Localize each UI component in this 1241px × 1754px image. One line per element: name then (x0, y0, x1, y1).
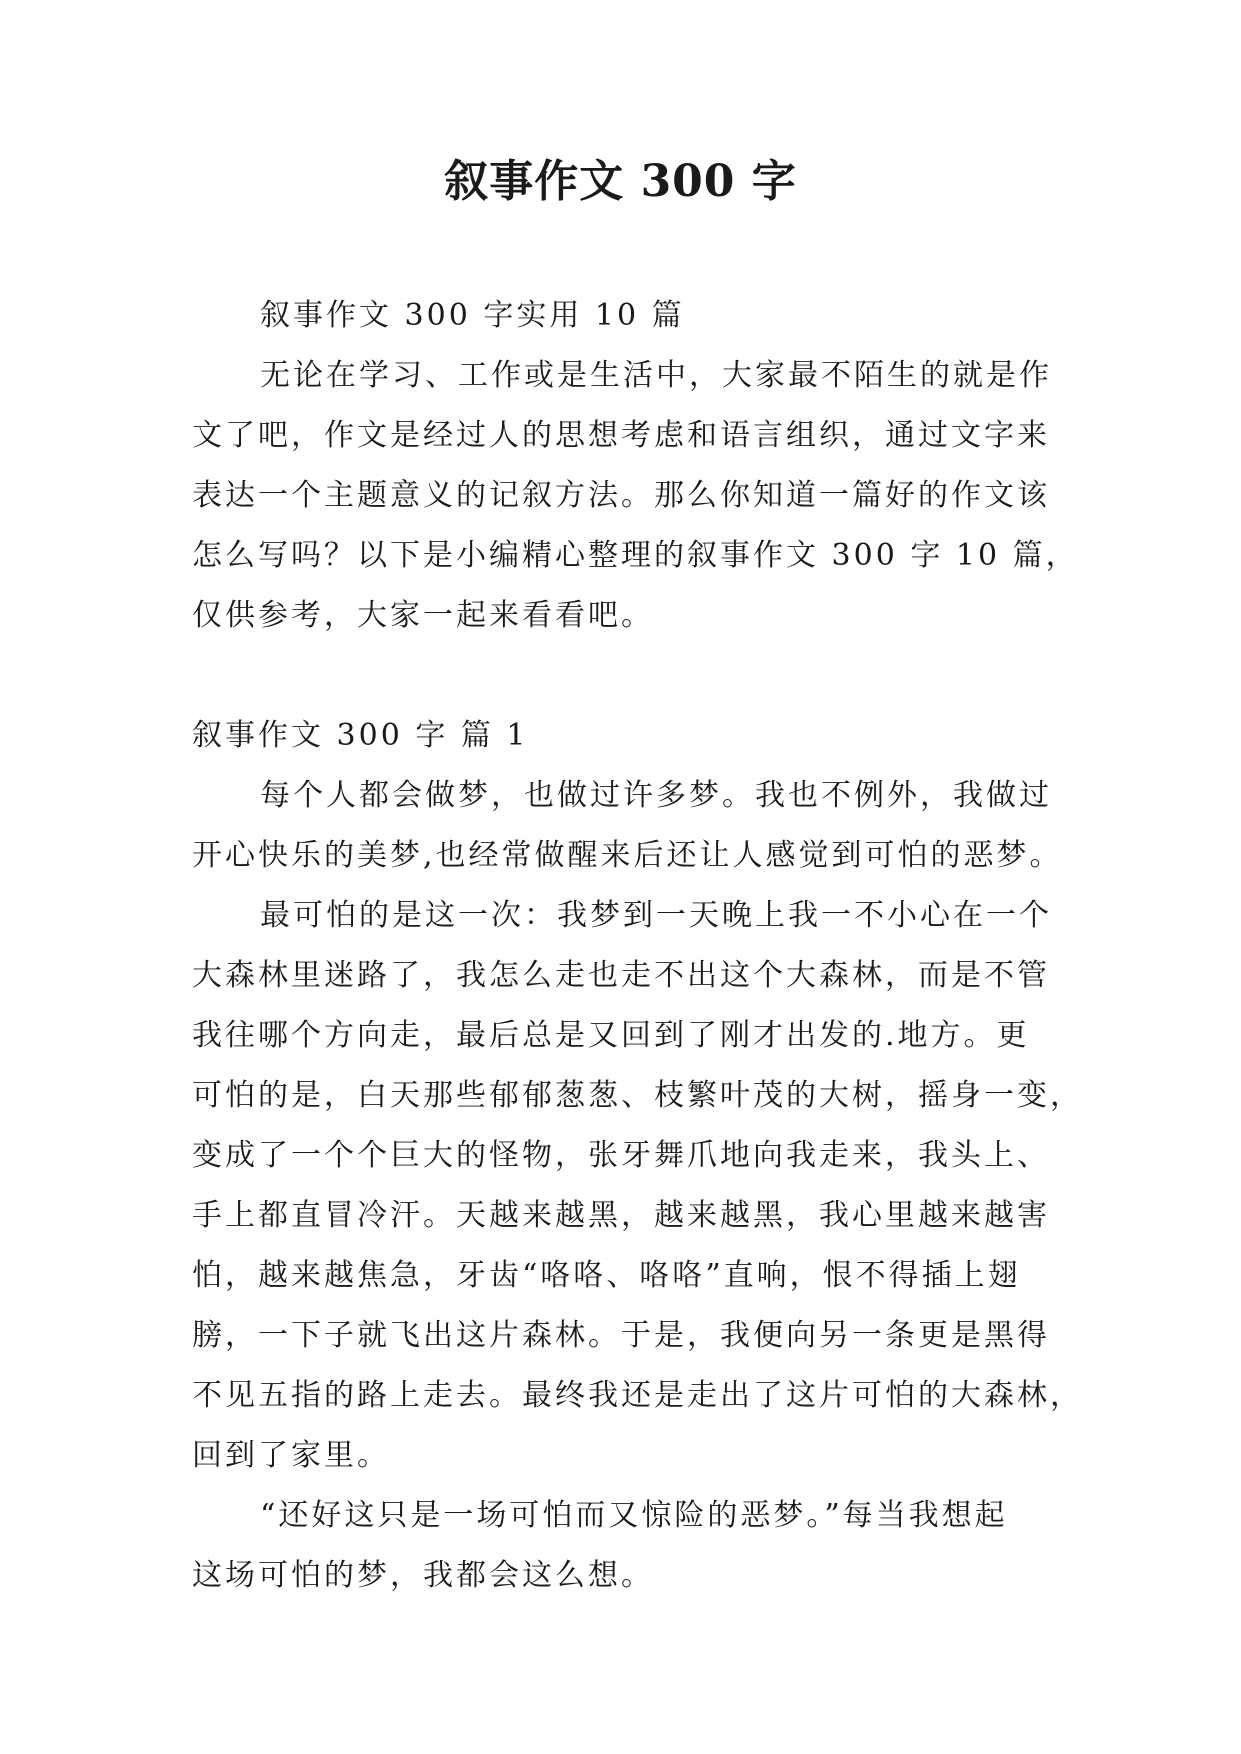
paragraph-line: 这场可怕的梦，我都会这么想。 (192, 1558, 654, 1593)
document-body (192, 286, 1083, 1606)
intro-line: 表达一个主题意义的记叙方法。那么你知道一篇好的作文该 (192, 478, 1050, 513)
paragraph-line: 膀，一下子就飞出这片森林。于是，我便向另一条更是黑得 (192, 1318, 1050, 1353)
paragraph-line: 开心快乐的美梦,也经常做醒来后还让人感觉到可怕的恶梦。 (192, 838, 1063, 873)
paragraph-line: 每个人都会做梦，也做过许多梦。我也不例外，我做过 (260, 778, 1052, 813)
intro-line: 文了吧，作文是经过人的思想考虑和语言组织，通过文字来 (192, 418, 1050, 453)
paragraph-line: 手上都直冒冷汗。天越来越黑，越来越黑，我心里越来越害 (192, 1198, 1050, 1233)
paragraph-line: 怕，越来越焦急，牙齿“咯咯、咯咯”直响，恨不得插上翅 (192, 1258, 1021, 1293)
paragraph-line: 变成了一个个巨大的怪物，张牙舞爪地向我走来，我头上、 (192, 1138, 1050, 1173)
paragraph-line: 可怕的是，白天那些郁郁葱葱、枝繁叶茂的大树，摇身一变， (192, 1078, 1083, 1113)
intro-line: 仅供参考，大家一起来看看吧。 (192, 598, 654, 633)
paragraph-line: 我往哪个方向走，最后总是又回到了刚才出发的.地方。更 (192, 1018, 1030, 1053)
intro-line: 无论在学习、工作或是生活中，大家最不陌生的就是作 (260, 358, 1052, 393)
paragraph-line: 大森林里迷路了，我怎么走也走不出这个大森林，而是不管 (192, 958, 1050, 993)
paragraph-line: 回到了家里。 (192, 1438, 390, 1473)
section-spacer (192, 646, 1062, 706)
intro-subtitle: 叙事作文 300 字实用 10 篇 (260, 298, 685, 333)
paragraph-line: 最可怕的是这一次：我梦到一天晚上我一不小心在一个 (260, 898, 1052, 933)
document-title: 叙事作文 300 字 (444, 156, 797, 207)
paragraph-line: 不见五指的路上走去。最终我还是走出了这片可怕的大森林， (192, 1378, 1083, 1413)
section-heading: 叙事作文 300 字 篇 1 (192, 718, 529, 753)
paragraph-line: “还好这只是一场可怕而又惊险的恶梦。”每当我想起 (260, 1498, 1008, 1533)
intro-line: 怎么写吗？以下是小编精心整理的叙事作文 300 字 10 篇， (192, 538, 1079, 573)
